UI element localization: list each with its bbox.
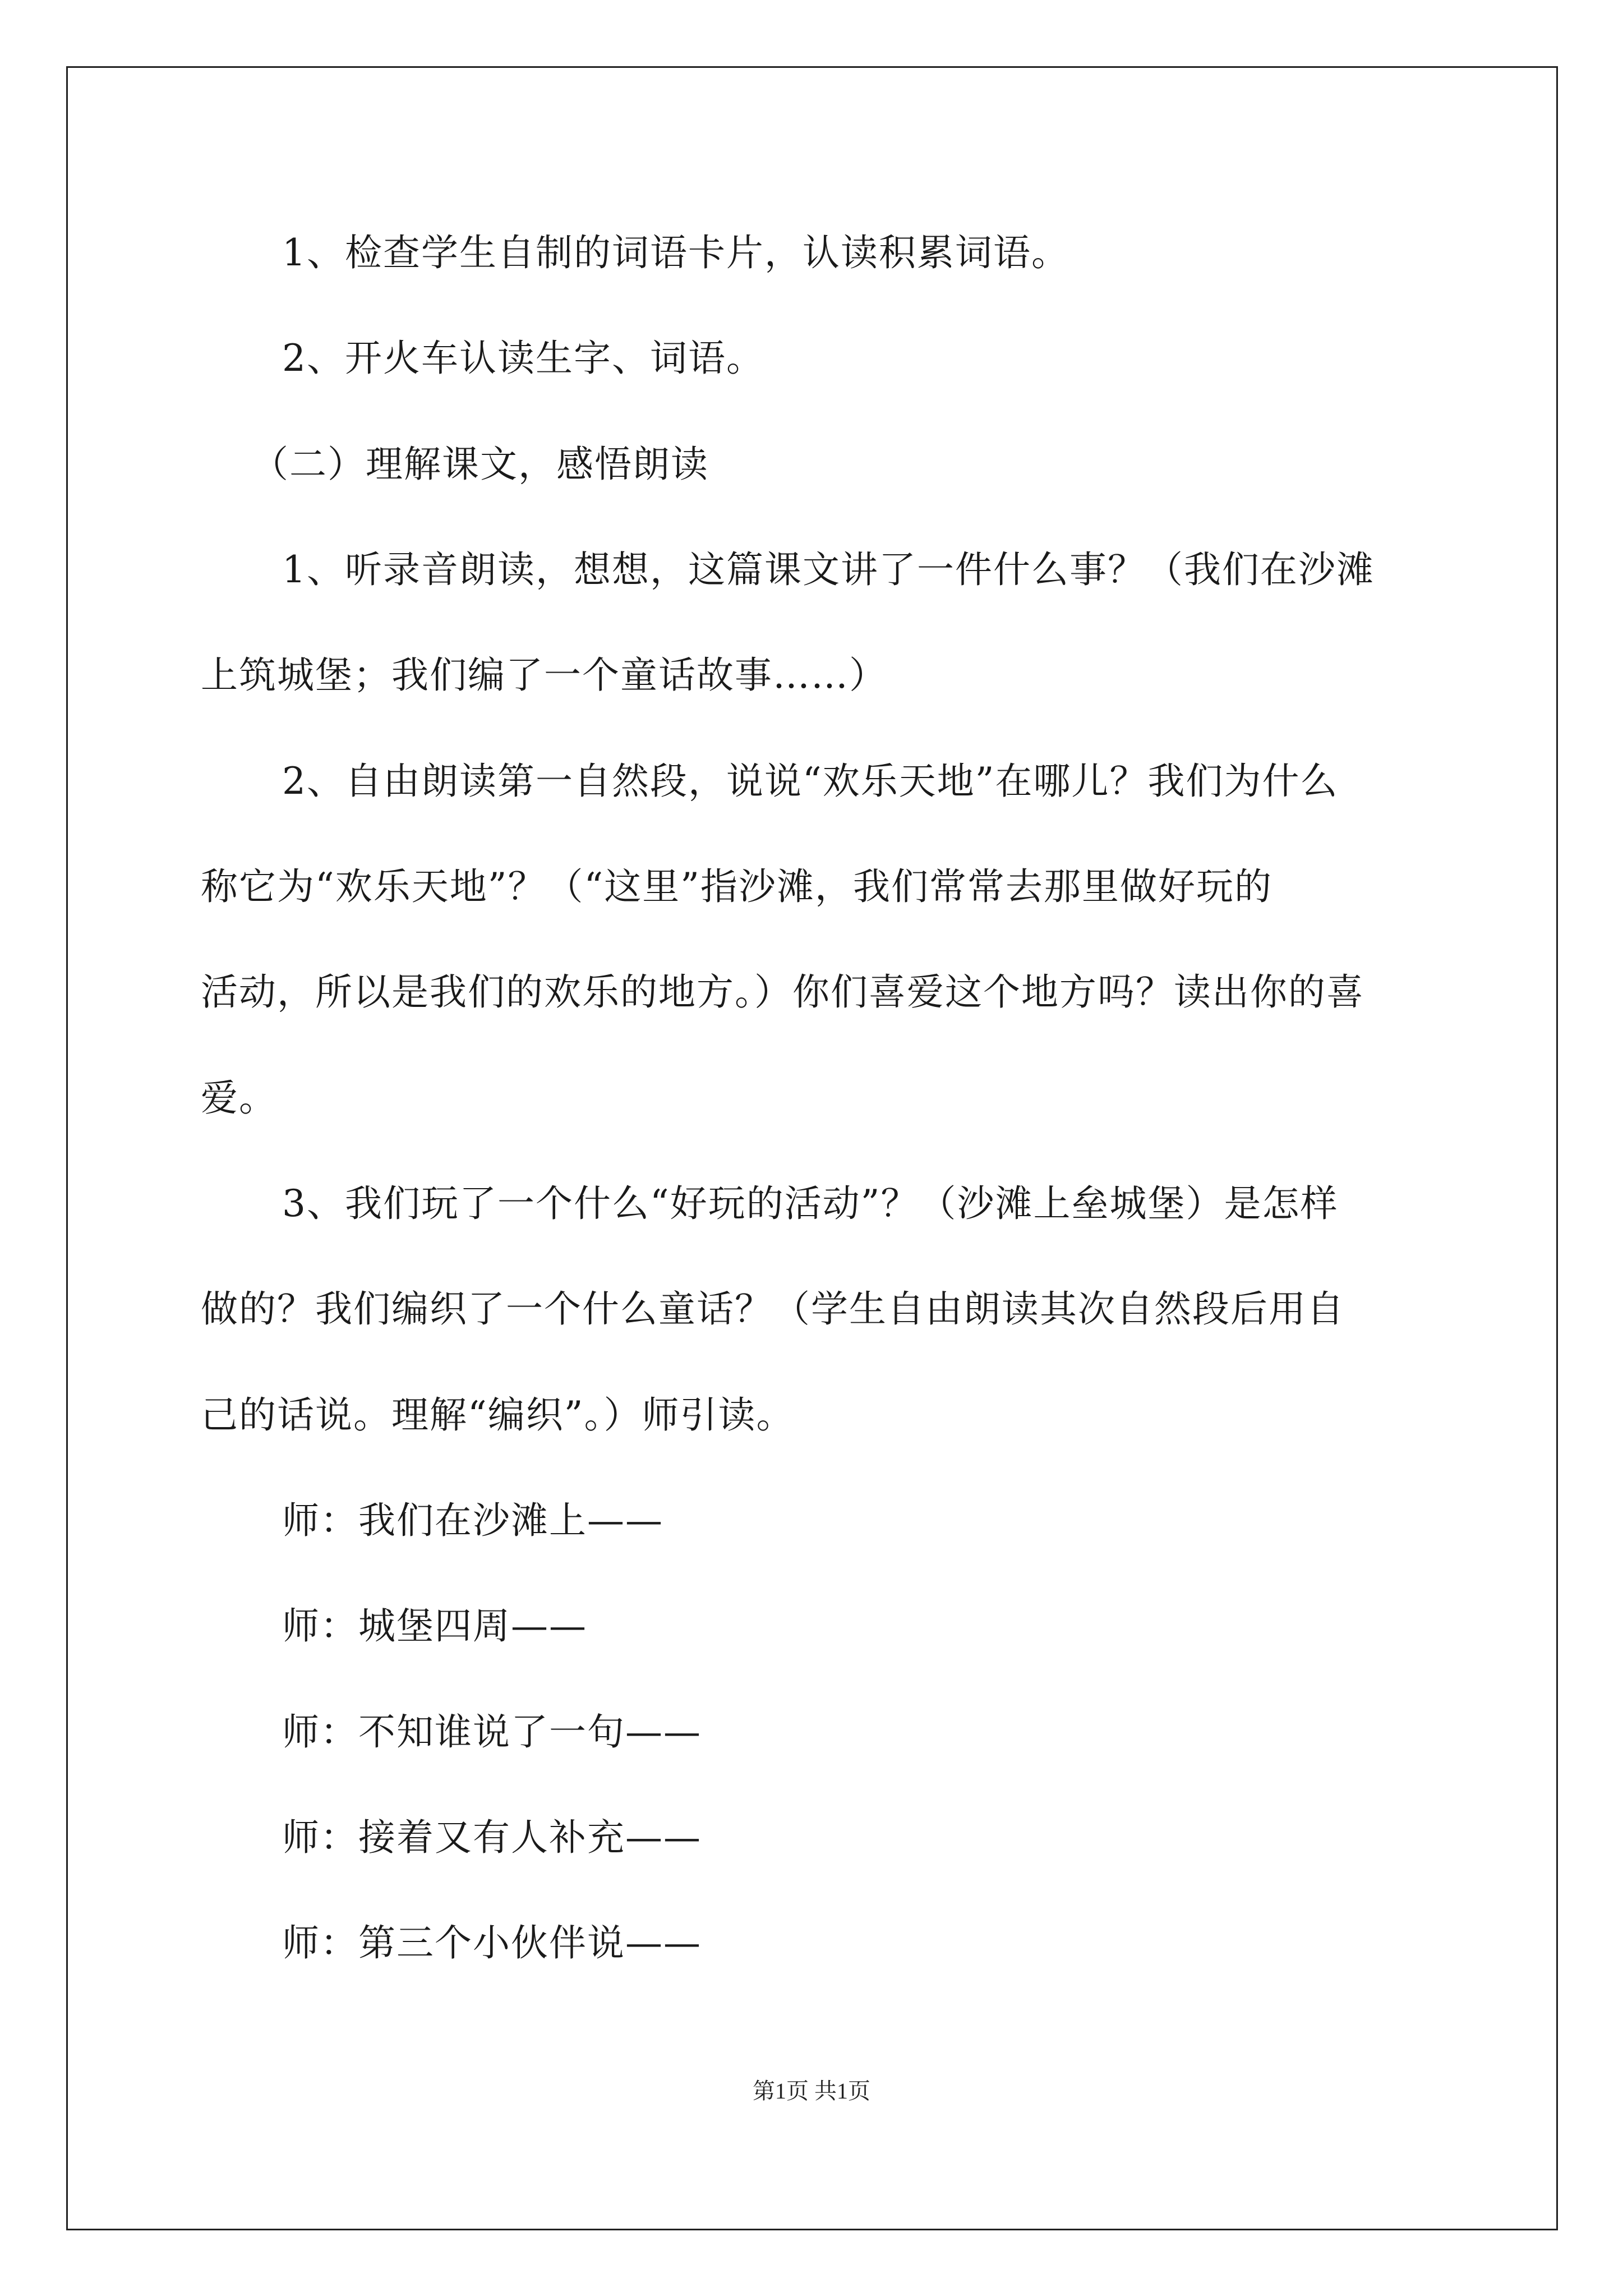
paragraph-line: 爱。 (201, 1076, 277, 1120)
paragraph-line: 3、我们玩了一个什么“好玩的活动”？（沙滩上垒城堡）是怎样 (282, 1182, 1339, 1225)
paragraph-line: 活动，所以是我们的欢乐的地方。）你们喜爱这个地方吗？读出你的喜 (201, 970, 1364, 1014)
paragraph-line: 己的话说。理解“编织”。）师引读。 (201, 1393, 795, 1437)
dialogue-line: 师：第三个小伙伴说—— (282, 1921, 702, 1964)
dialogue-line: 师：城堡四周—— (282, 1604, 587, 1648)
paragraph-line: 称它为“欢乐天地”？（“这里”指沙滩，我们常常去那里做好玩的 (201, 865, 1272, 908)
page-border (66, 66, 1558, 2230)
dialogue-line: 师：接着又有人补充—— (282, 1816, 702, 1859)
paragraph-line: 上筑城堡；我们编了一个童话故事……） (201, 654, 887, 697)
section-heading: （二）理解课文，感悟朗读 (251, 443, 709, 486)
dialogue-line: 师：不知谁说了一句—— (282, 1710, 702, 1754)
dialogue-line: 师：我们在沙滩上—— (282, 1499, 663, 1542)
paragraph-line: 2、自由朗读第一自然段，说说“欢乐天地”在哪儿？我们为什么 (282, 760, 1339, 803)
paragraph-line: 1、检查学生自制的词语卡片，认读积累词语。 (282, 231, 1069, 274)
page-footer: 第1页 共1页 (753, 2078, 870, 2104)
paragraph-line: 2、开火车认读生字、词语。 (282, 337, 764, 380)
paragraph-line: 做的？我们编织了一个什么童话？（学生自由朗读其次自然段后用自 (201, 1287, 1345, 1331)
paragraph-line: 1、听录音朗读，想想，这篇课文讲了一件什么事？（我们在沙滩 (282, 548, 1375, 591)
